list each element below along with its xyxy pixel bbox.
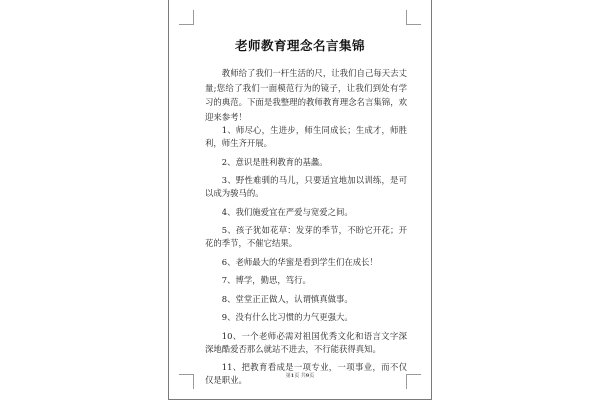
page-title: 老师教育理念名言集锦 (234, 38, 365, 53)
crop-mark-top-right (406, 10, 421, 25)
list-item: 4、我们施爱宜在严爱与宽爱之间。 (221, 206, 353, 217)
footer-middle: 页 共 (294, 373, 306, 379)
list-item: 10、一个老师必需对祖国优秀文化和语言文字深深地酷爱否那么就站不进去，不行能获得真知。 (205, 330, 407, 354)
quote-list (205, 124, 407, 393)
list-item: 6、老师最大的华蜜是看到学生们在成长！ (221, 256, 378, 267)
list-item: 11、把教育看成是一项专业，一项事业，而不仅仅是职业。 (205, 362, 407, 385)
list-item: 1、师尽心，生进步，师生同成长；生成才，师胜利，师生齐开展。 (205, 125, 407, 148)
footer-prefix: 第 (285, 373, 291, 379)
list-item: 5、孩子犹如花草：发芽的季节，不盼它开花；开花的季节，不催它结果。 (205, 225, 407, 248)
current-page-number: 1 (290, 373, 295, 379)
crop-mark-top-left (179, 10, 194, 25)
document-page (168, 0, 432, 400)
list-item: 3、野性难驯的马儿，只要适宜地加以训练，是可以成为骏马的。 (205, 175, 407, 198)
list-item: 2、意识是胜利教育的基蠡。 (221, 156, 328, 167)
list-item: 7、博学，勤思，笃行。 (221, 275, 311, 285)
list-item: 8、堂堂正正做人，认谓慎真做事。 (221, 293, 353, 304)
footer-suffix: 页 (309, 373, 315, 379)
intro-paragraph: 教师给了我们一杆生活的尺，让我们自己每天去丈量;您给了我们一面模范行为的镜子，让我们到处有学习的典范。下面是我整理的教师教育理念名言集锦，欢迎来参考！ (205, 68, 407, 122)
page-footer (169, 372, 431, 379)
total-page-number: 9 (305, 373, 310, 379)
list-item: 9、没有什么比习惯的力气更强大。 (221, 312, 353, 322)
